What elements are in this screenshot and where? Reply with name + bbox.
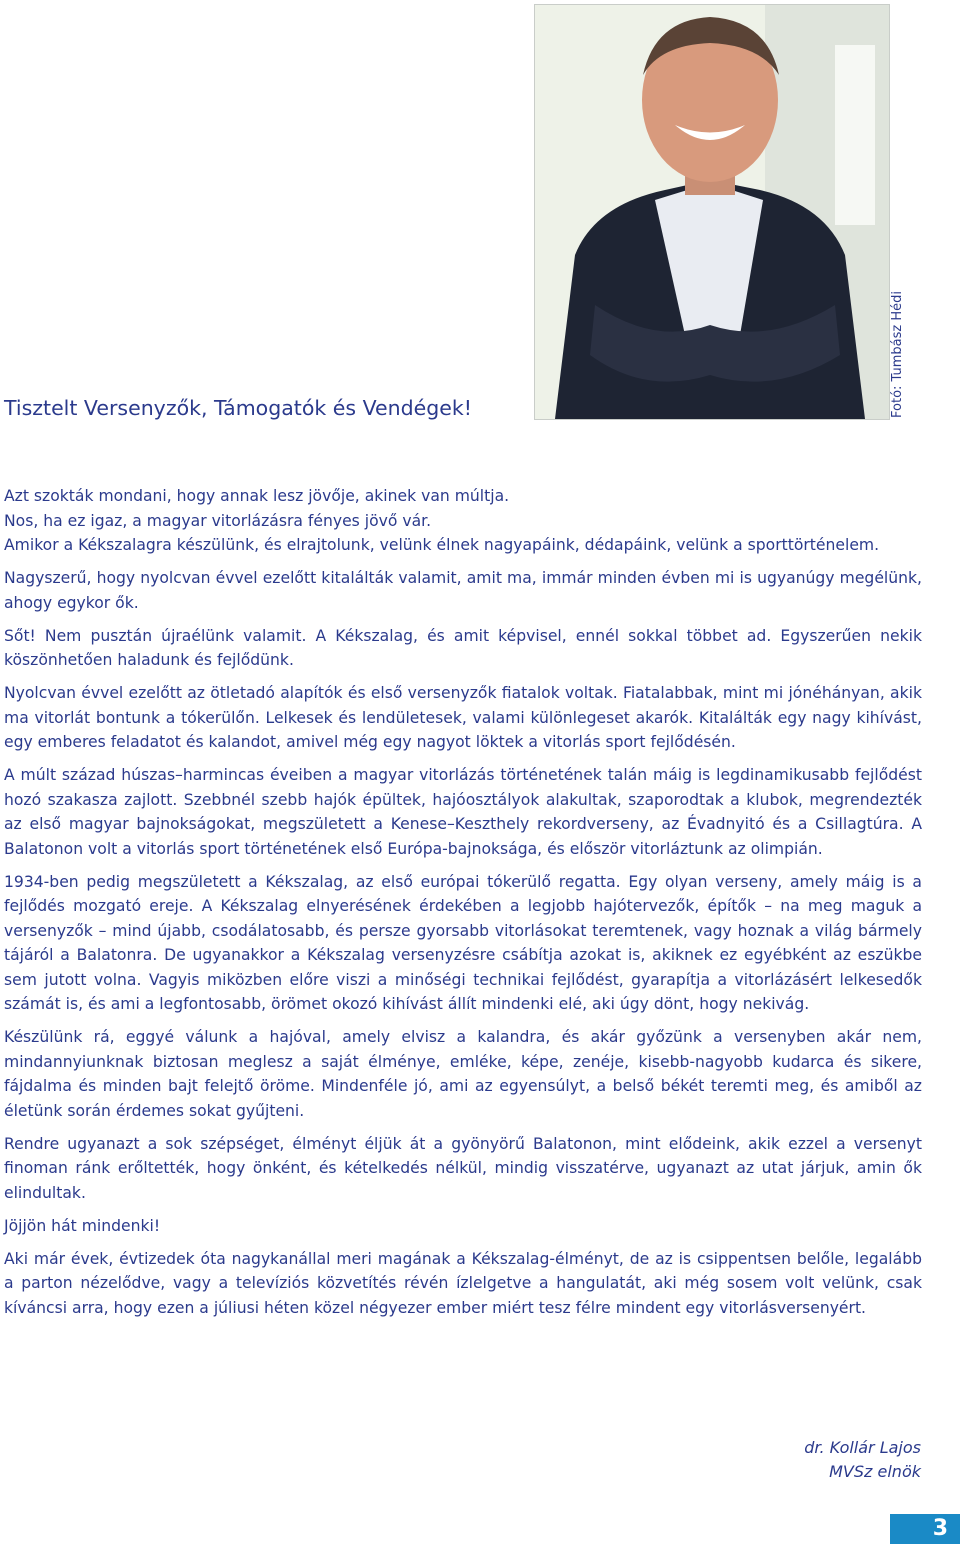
letter-body: [4, 484, 922, 1329]
paragraph: Nagyszerű, hogy nyolcvan évvel ezelőtt kitalálták valamit, amit ma, immár minden évben mi is ugyanúgy megélünk, ahogy egykor ők.: [4, 569, 922, 612]
paragraph: Nyolcvan évvel ezelőtt az ötletadó alapítók és első versenyzők fiatalok voltak. Fiatalabbak, mint mi jónéhányan, akik ma vitorlát bontunk a tókerülőn. Lelkesek és lendületesek, valami különlegeset akarók. Kitalálták egy nagy kihívást, egy emberes feladatot és kalandot, amivel még egy nagyot löktek a vitorlás sport fejlődésén.: [4, 684, 922, 751]
greeting-heading: Tisztelt Versenyzők, Támogatók és Vendégek!: [4, 396, 472, 420]
signature-title: MVSz elnök: [829, 1462, 921, 1481]
paragraph: Amikor a Kékszalagra készülünk, és elrajtolunk, velünk élnek nagyapáink, dédapáink, velünk a sporttörténelem.: [4, 536, 880, 554]
portrait-illustration: [535, 5, 889, 419]
page-number: 3: [890, 1514, 960, 1544]
signature-name: dr. Kollár Lajos: [804, 1438, 921, 1457]
paragraph: Készülünk rá, eggyé válunk a hajóval, amely elvisz a kalandra, és akár győzünk a versenyben akár nem, mindannyiunknak biztosan meglesz a saját élménye, emléke, képe, zenéje, kisebb-nagyobb kudarca és sikere, fájdalma és minden bajt felejtő öröme. Mindenféle jó, ami az egyensúlyt, a belső békét teremti meg, és amiből az életünk során érdemes sokat gyűjteni.: [4, 1028, 922, 1120]
paragraph: Jöjjön hát mindenki!: [4, 1216, 161, 1235]
paragraph: Rendre ugyanazt a sok szépséget, élményt éljük át a gyönyörű Balatonon, mint elődeink, akik ezzel a versenyt finoman ránk erőltették, hogy önként, és kételkedés nélkül, mindig visszatérve, ugyanazt az utat járjuk, amin ők elindultak.: [4, 1134, 922, 1202]
paragraph: Sőt! Nem pusztán újraélünk valamit. A Kékszalag, és amit képvisel, ennél sokkal többet ad. Egyszerűen nekik köszönhetően haladunk és fejlődünk.: [4, 626, 922, 669]
photo-credit: Fotó: Tumbász Hédi: [890, 291, 905, 418]
paragraph: Azt szokták mondani, hogy annak lesz jövője, akinek van múltja.: [4, 487, 510, 505]
signature-block: [700, 1436, 921, 1484]
portrait-photo: [534, 4, 890, 420]
paragraph: Aki már évek, évtizedek óta nagykanállal meri magának a Kékszalag-élményt, de az is csippentsen belőle, legalább a parton nézelődve, vagy a televíziós közvetítés révén ízlelgetve a hangulatát, aki még sosem volt velünk, csak kíváncsi arra, hogy ezen a júliusi héten közel négyezer ember miért tesz félre mindent egy vitorlásversenyért.: [4, 1249, 922, 1317]
paragraph: A múlt század húszas–harmincas éveiben a magyar vitorlázás történetének talán máig is legdinamikusabb fejlődést hozó szakasza zajlott. Szebbnél szebb hajók épültek, hajóosztályok alakultak, szaporodtak a klubok, megrendezték az első magyar bajnokságokat, megszületett a Kenese–Keszthely rekordverseny, az Évadnyitó és a Csillagtúra. A Balatonon volt a vitorlás sport történetének első Európa-bajnoksága, és először vitorláztunk az olimpián.: [4, 766, 922, 858]
paragraph: Nos, ha ez igaz, a magyar vitorlázásra fényes jövő vár.: [4, 511, 432, 530]
paragraph: 1934-ben pedig megszületett a Kékszalag, az első európai tókerülő regatta. Egy olyan verseny, amely máig is a fejlődés mozgató ereje. A Kékszalag elnyerésének érdekében a legjobb hajótervezők, építők – na meg maguk a versenyzők – mind újabb, csodálatosabb, és persze gyorsabb vitorlásokat teremtenek, vagy hoznak a világ bármely tájáról a Balatonra. De ugyanakkor a Kékszalag versenyzésre csábítja azokat is, akiknek ez egyébként az eszükbe sem jutott volna. Vagyis miközben előre viszi a minőségi technikai fejlődést, gyarapítja a vitorlázásért lelkesedők számát is, és ami a legfontosabb, örömet okozó kihívást állít mindenki elé, aki úgy dönt, hogy nekivág.: [4, 872, 922, 1013]
